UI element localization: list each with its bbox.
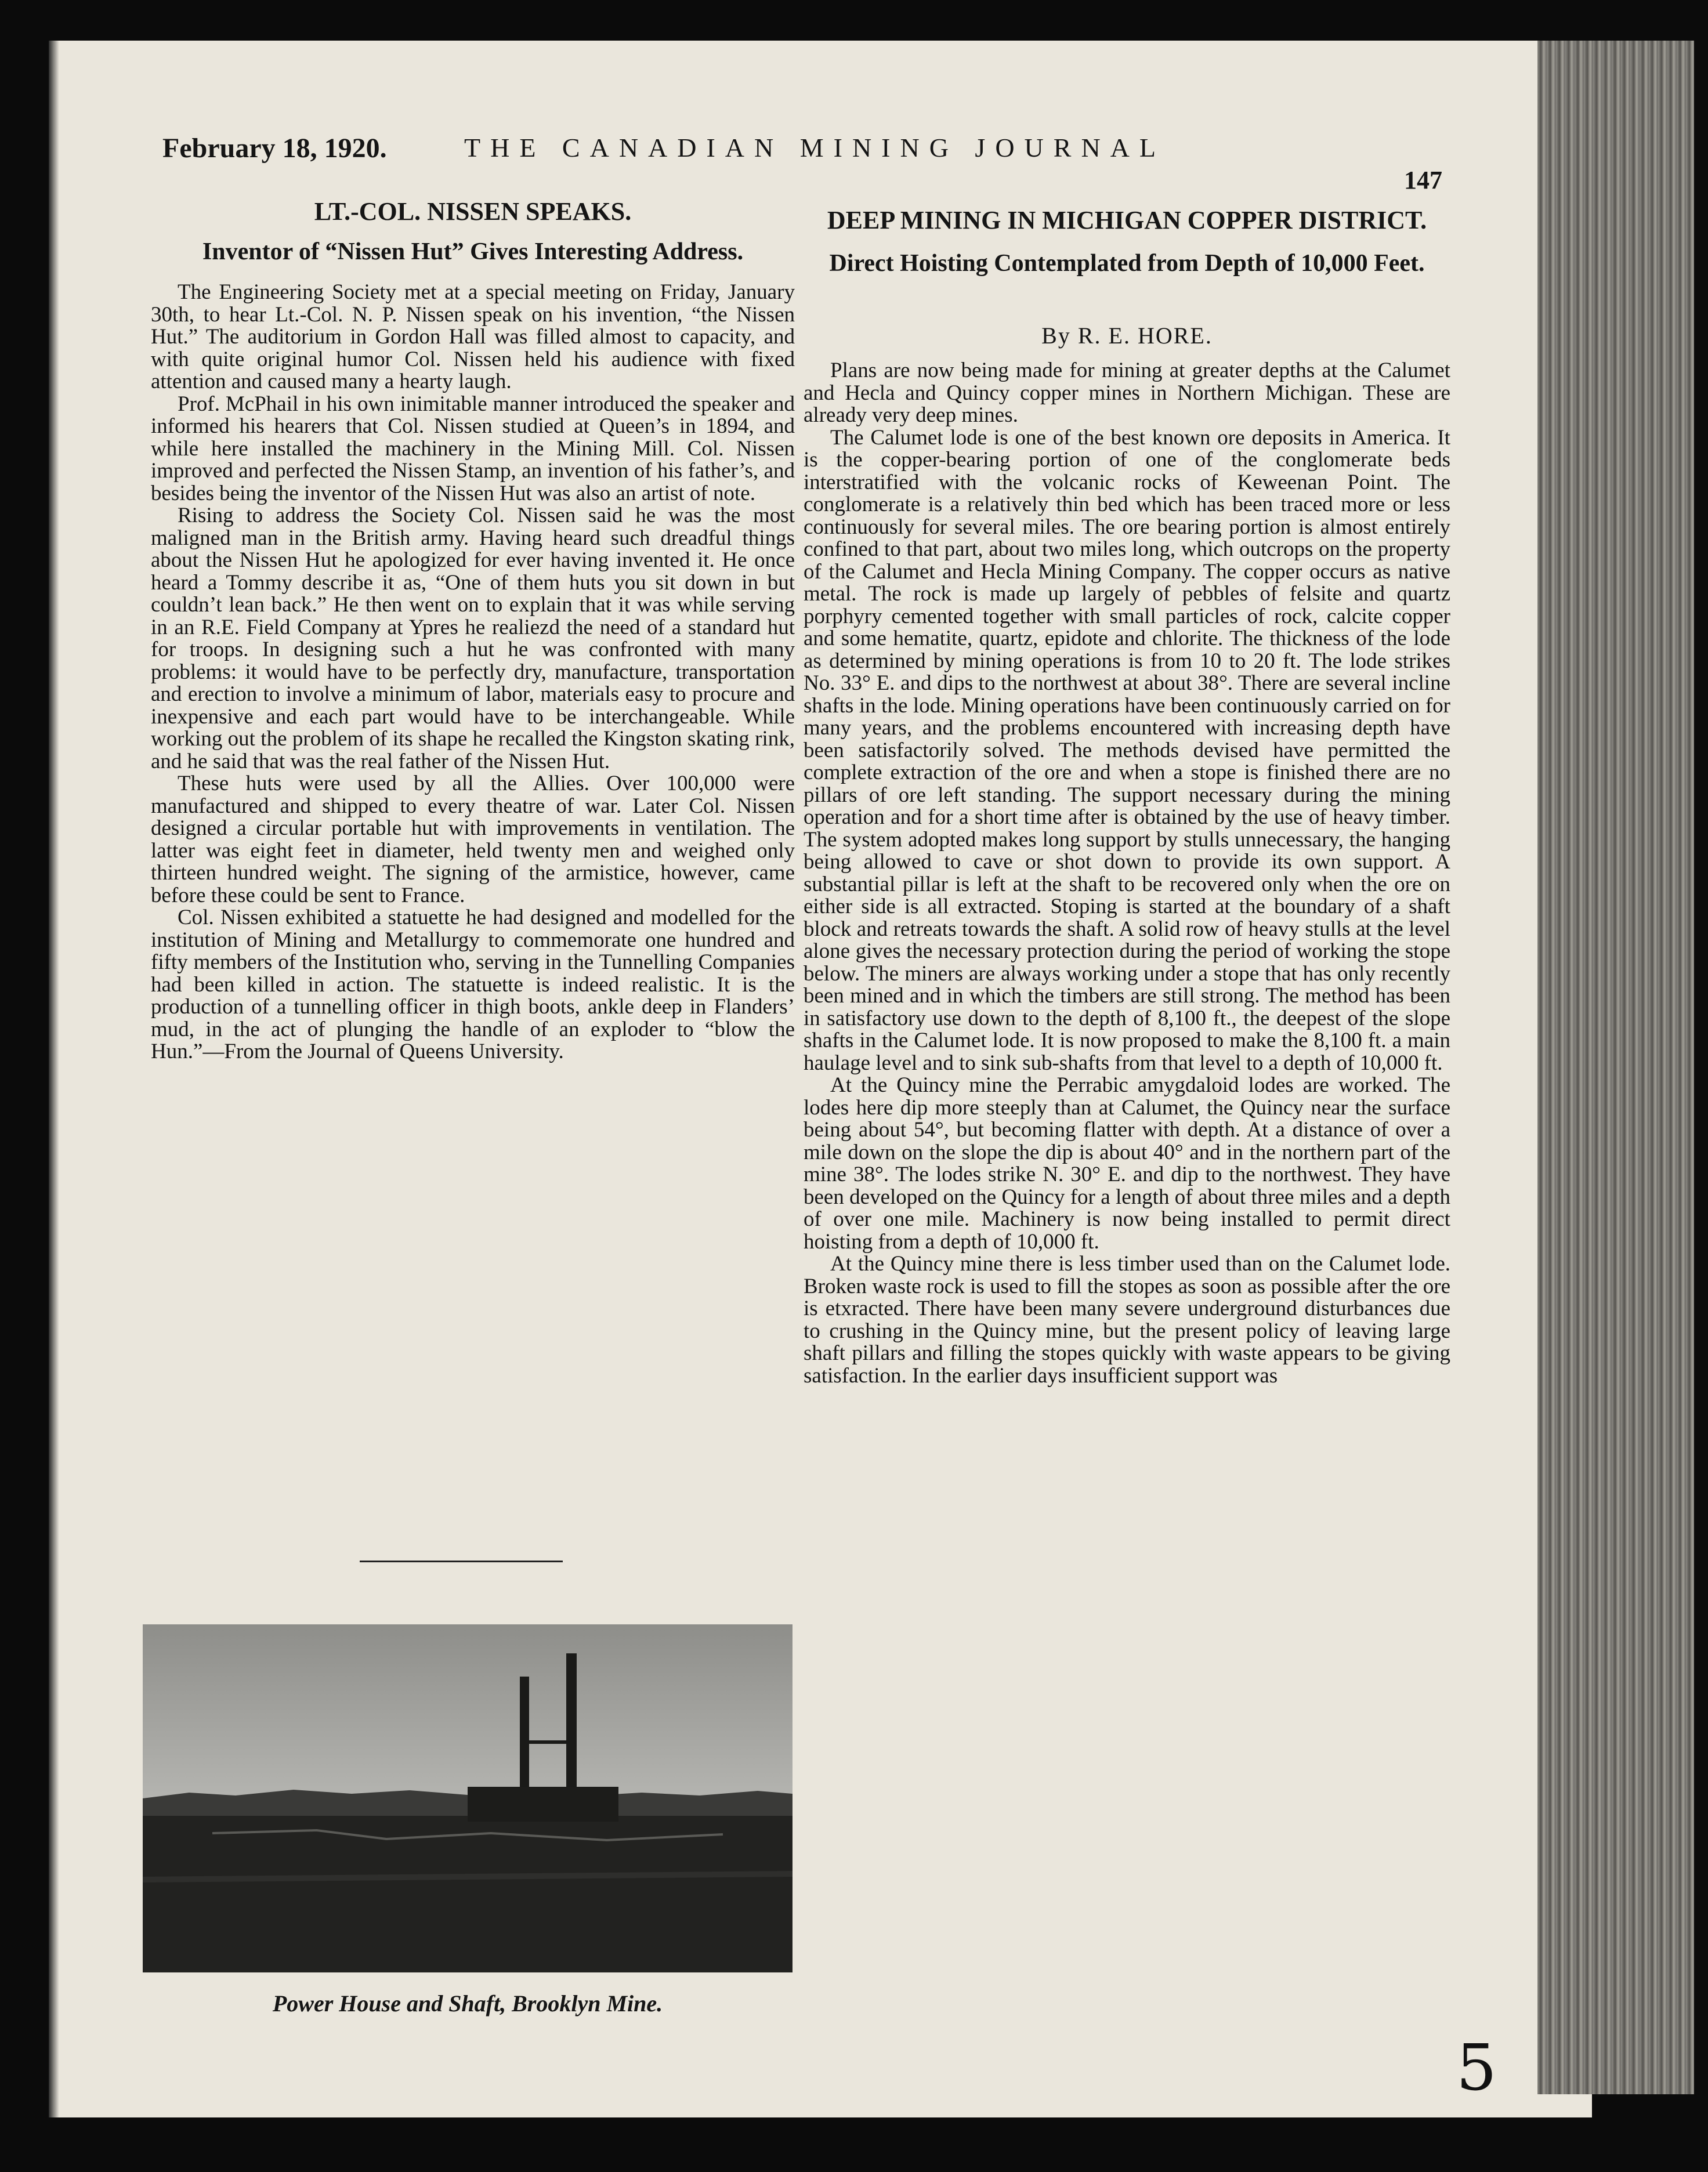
right-paragraph: Plans are now being made for mining at greater depths at the Calumet and Hecla and Quincy copper mines in Northern Michigan. These are already very deep mines. <box>804 359 1450 427</box>
left-paragraph: Prof. McPhail in his own inimitable manner introduced the speaker and informed his hearers that Col. Nissen studied at Queen’s in 1894, and while here installed the machinery in the Mining Mill. Col. Nissen improved and perfected the Nissen Stamp, an invention of his father’s, and besides being the inventor of the Nissen Hut was also an artist of note. <box>151 392 795 505</box>
header-date: February 18, 1920. <box>162 133 387 164</box>
binding-shadow <box>49 41 59 2117</box>
left-paragraph: These huts were used by all the Allies. Over 100,000 were manufactured and shipped to every theatre of war. Later Col. Nissen designed a circular portable hut with improvements in ventilation. The latter was eight feet in diameter, held twenty men and weighed only thirteen hundred weight. The signing of the armistice, however, came before these could be sent to France. <box>151 772 795 907</box>
journal-title: THE CANADIAN MINING JOURNAL <box>464 133 1166 162</box>
left-paragraph: Rising to address the Society Col. Nissen said he was the most maligned man in the British army. Having heard such dreadful things about the Nissen Hut he apologized for ever having invented it. He once heard a Tommy describe it as, “One of them huts you sit down in but couldn’t lean back.” He then went on to explain that it was while serving in an R.E. Field Company at Ypres he realiezd the need of a standard hut for troops. In designing such a hut he was confronted with many problems: it would have to be perfectly dry, manufacture, transportation and erection to involve a minimum of labor, materials easy to procure and inexpensive and each part would have to be interchangeable. While working out the problem of its shape he recalled the Kingston skating rink, and he said that was the real father of the Nissen Hut. <box>151 504 795 773</box>
right-paragraph: The Calumet lode is one of the best known ore deposits in America. It is the copper-bearing portion of one of the conglomerate beds interstratified with the volcanic rocks of Keweenan Point. The conglomerate is a relatively thin bed which has been traced more or less continuously for several miles. The ore bearing portion is almost entirely confined to that part, about two miles long, which outcrops on the property of the Calumet and Hecla Mining Company. The copper occurs as native metal. The rock is made up largely of pebbles of felsite and quartz porphyry cemented together with small particles of rock, calcite copper and some hematite, quartz, epidote and chlorite. The thickness of the lode as determined by mining operations is from 10 to 20 ft. The lode strikes No. 33° E. and dips to the northwest at about 38°. There are several incline shafts in the lode. Mining operations have been continuously carried on for many years, and the problems encountered with increasing depth have been satisfactorily solved. The methods devised have permitted the complete extraction of the ore and when a stope is finished there are no pillars of ore left standing. The support necessary during the mining operation and for a short time after is obtained by the use of heavy timber. The system adopted makes long support by stulls unnecessary, the hanging being allowed to cave or shot down to provide its own support. A substantial pillar is left at the shaft to be recovered only when the ore on either side is all extracted. Stoping is started at the boundary of a shaft block and retreats towards the shaft. A solid row of heavy stulls at the level alone gives the necessary protection during the period of working the stope below. The miners are always working under a stope that has only recently been mined and in which the timbers are still strong. The method has been in satisfactory use down to the depth of 8,100 ft., the deepest of the slope shafts in the Calumet lode. It is now proposed to make the 8,100 ft. a main haulage level and to sink sub-shafts from that level to a depth of 10,000 ft. <box>804 425 1450 1075</box>
left-article-body <box>151 281 795 1063</box>
left-article-subtitle: Inventor of “Nissen Hut” Gives Interesting Address. <box>202 238 744 265</box>
right-article-body <box>804 360 1450 1387</box>
right-article-title: DEEP MINING IN MICHIGAN COPPER DISTRICT. <box>827 206 1427 234</box>
left-article-title: LT.-COL. NISSEN SPEAKS. <box>314 197 632 226</box>
right-article-subtitle: Direct Hoisting Contemplated from Depth of 10,000 Feet. <box>829 250 1425 277</box>
mine-photo <box>143 1624 793 1972</box>
page-number: 147 <box>1404 166 1442 194</box>
right-article-byline: By R. E. HORE. <box>1041 323 1213 349</box>
handwritten-mark: 5 <box>1456 2030 1497 2105</box>
right-paragraph: At the Quincy mine the Perrabic amygdaloid lodes are worked. The lodes here dip more steeply than at Calumet, the Quincy near the surface being about 54°, but becoming flatter with depth. At a distance of over a mile down on the slope the dip is about 40° and in the northern part of the mine 38°. The lodes strike N. 30° E. and dip to the northwest. They have been developed on the Quincy for a length of about three miles and a depth of over one mile. Machinery is now being installed to permit direct hoisting from a depth of 10,000 ft. <box>804 1073 1450 1254</box>
left-paragraph: The Engineering Society met at a special meeting on Friday, January 30th, to hear Lt.-Col. N. P. Nissen speak on his invention, “the Nissen Hut.” The auditorium in Gordon Hall was filled almost to capacity, and with quite original humor Col. Nissen held his audience with fixed attention and caused many a hearty laugh. <box>151 280 795 393</box>
photo-caption: Power House and Shaft, Brooklyn Mine. <box>272 1990 663 2017</box>
left-paragraph: Col. Nissen exhibited a statuette he had designed and modelled for the institution of Mining and Metallurgy to commemorate one hundred and fifty members of the Institution who, serving in the Tunnelling Companies had been killed in action. The statuette is indeed realistic. It is the production of a tunnelling officer in thigh boots, ankle deep in Flanders’ mud, in the act of plunging the handle of an exploder to “blow the Hun.”—From the Journal of Queens University. <box>151 906 795 1063</box>
right-paragraph: At the Quincy mine there is less timber used than on the Calumet lode. Broken waste rock is used to fill the stopes as soon as possible after the ore is etxracted. There have been many severe underground disturbances due to crushing in the Quincy mine, but the present policy of leaving large shaft pillars and filling the stopes quickly with waste appears to be giving satisfaction. In the earlier days insufficient support was <box>804 1252 1450 1388</box>
mine-photo-illustration <box>143 1624 793 1972</box>
page-stack-edge <box>1537 41 1694 2094</box>
section-divider <box>360 1561 563 1562</box>
